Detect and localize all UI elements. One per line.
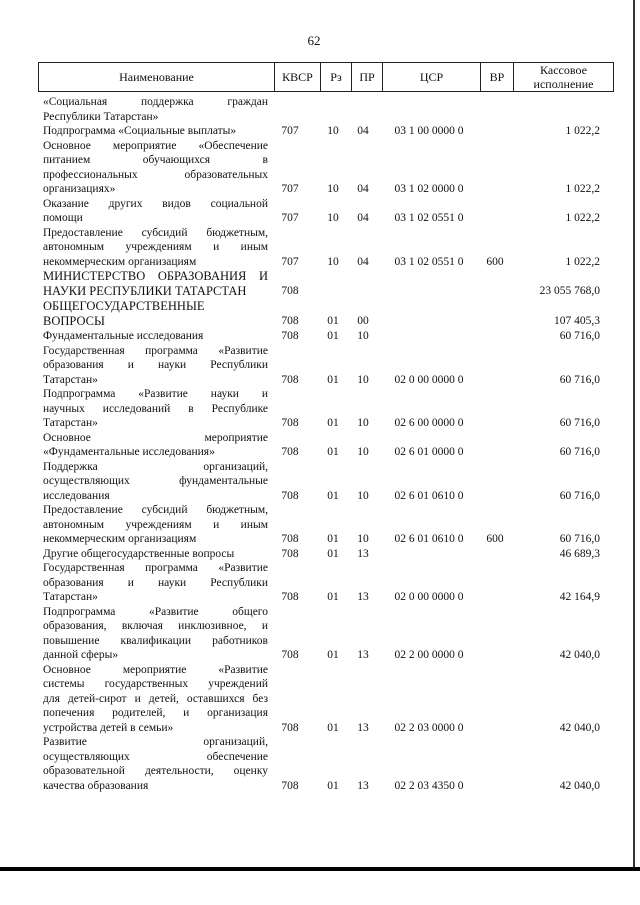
row-name [43, 226, 268, 270]
header-amount: Кассовое исполнение [513, 63, 613, 91]
row-rz: 01 [327, 417, 339, 429]
row-name-line: Татарстан» [43, 373, 98, 386]
row-name-line: Развитие организаций, [43, 736, 268, 748]
row-name-line: данной сферы» [43, 649, 119, 661]
row-kvsr: 708 [281, 779, 299, 792]
row-name [43, 561, 268, 605]
row-name [43, 663, 268, 736]
row-csr: 03 1 02 0551 0 [394, 212, 464, 224]
row-csr: 03 1 02 0000 0 [394, 183, 464, 195]
row-name [43, 735, 268, 793]
row-pr: 10 [357, 446, 369, 458]
row-csr: 02 6 01 0610 0 [394, 489, 464, 502]
row-name [43, 460, 268, 504]
row-rz: 01 [327, 489, 339, 502]
row-name-line: автономным учреждениям и иным [43, 241, 268, 253]
scan-edge-line [633, 0, 635, 870]
row-csr: 02 6 01 0610 0 [394, 533, 464, 545]
row-amount: 42 040,0 [559, 779, 600, 792]
row-name-line: Государственная программа «Развитие [43, 562, 268, 574]
row-amount: 60 716,0 [559, 417, 600, 429]
row-name-line: качества образования [43, 779, 149, 792]
row-name-line: системы государственных учреждений [43, 678, 268, 690]
row-name [43, 95, 268, 124]
row-kvsr: 708 [281, 373, 299, 386]
row-amount: 60 716,0 [559, 533, 600, 545]
row-name-line: попечения родителей, и организация [43, 707, 268, 719]
row-name [43, 197, 268, 226]
row-name-line: ОБЩЕГОСУДАРСТВЕННЫЕ [43, 299, 205, 313]
row-name-line: образовательной деятельности, оценку [43, 765, 268, 777]
row-name-line: некоммерческим организациям [43, 533, 197, 545]
row-amount: 1 022,2 [565, 183, 600, 195]
row-amount: 23 055 768,0 [539, 285, 600, 297]
row-kvsr: 708 [281, 446, 299, 458]
row-pr: 00 [357, 315, 369, 327]
row-name [43, 344, 268, 388]
row-pr: 04 [357, 255, 369, 268]
row-amount: 42 040,0 [559, 721, 600, 734]
row-name [43, 387, 268, 431]
row-rz: 01 [327, 779, 339, 792]
row-kvsr: 708 [281, 417, 299, 429]
row-name-line: Татарстан» [43, 591, 98, 603]
row-pr: 10 [357, 330, 369, 342]
row-name [43, 269, 268, 299]
row-amount: 1 022,2 [565, 212, 600, 224]
row-name-line: устройства детей в семьи» [43, 721, 174, 734]
row-kvsr: 708 [281, 285, 299, 297]
row-name-line: некоммерческим организациям [43, 255, 197, 268]
row-name-line: Подпрограмма «Социальные выплаты» [43, 125, 237, 137]
row-name-line: исследования [43, 489, 110, 502]
row-name-line: Оказание других видов социальной [43, 197, 268, 210]
row-name-line: ВОПРОСЫ [43, 314, 105, 328]
row-name-line: Фундаментальные исследования [43, 330, 204, 342]
row-name-line: повышение квалификации работников [43, 634, 268, 647]
row-name-line: Подпрограмма «Развитие науки и [43, 388, 268, 400]
row-kvsr: 707 [281, 212, 299, 224]
row-csr: 02 2 03 0000 0 [394, 721, 464, 734]
row-pr: 13 [357, 547, 369, 560]
row-name-line: образования и науки Республики [43, 359, 268, 371]
row-name [43, 299, 268, 329]
row-amount: 60 716,0 [559, 373, 600, 386]
header-csr: ЦСР [382, 63, 480, 91]
header-pr: ПР [351, 63, 382, 91]
row-amount: 1 022,2 [565, 255, 600, 268]
row-name-line: Предоставление субсидий бюджетным, [43, 504, 268, 516]
row-amount: 42 040,0 [559, 649, 600, 661]
scan-bottom-bar [0, 867, 640, 871]
row-pr: 10 [357, 373, 369, 386]
header-vr: ВР [480, 63, 513, 91]
row-csr: 02 2 00 0000 0 [394, 649, 464, 661]
row-name-line: НАУКИ РЕСПУБЛИКИ ТАТАРСТАН [43, 284, 247, 298]
row-name-line: «Социальная поддержка граждан [43, 96, 268, 108]
row-pr: 04 [357, 212, 369, 224]
header-rz: Рз [320, 63, 351, 91]
page-number: 62 [307, 33, 321, 48]
row-kvsr: 708 [281, 721, 299, 734]
row-name-line: Основное мероприятие [43, 431, 268, 444]
row-name-line: Предоставление субсидий бюджетным, [43, 226, 268, 239]
row-csr: 02 2 03 4350 0 [394, 779, 464, 792]
row-vr: 600 [486, 533, 504, 545]
row-name [43, 329, 268, 344]
row-csr: 02 0 00 0000 0 [394, 591, 464, 603]
row-pr: 13 [357, 721, 369, 734]
row-rz: 01 [327, 373, 339, 386]
row-pr: 10 [357, 417, 369, 429]
row-pr: 13 [357, 649, 369, 661]
row-name-line: Основное мероприятие «Развитие [43, 663, 268, 676]
row-name [43, 503, 268, 547]
row-name-line: образования и науки Республики [43, 576, 268, 589]
row-kvsr: 707 [281, 125, 299, 137]
row-name-line: Государственная программа «Развитие [43, 344, 268, 357]
row-pr: 10 [357, 533, 369, 545]
row-name [43, 139, 268, 197]
row-vr: 600 [486, 255, 504, 268]
row-name-line: питанием обучающихся в [43, 154, 268, 166]
row-name-line: образования, включая инклюзивное, и [43, 620, 268, 632]
row-rz: 01 [327, 315, 339, 327]
row-name-line: Республики Татарстан» [43, 110, 159, 123]
row-kvsr: 708 [281, 315, 299, 327]
row-name-line: осуществляющих фундаментальные [43, 475, 268, 487]
row-name-line: научных исследований в Республике [43, 402, 268, 415]
header-kvsr: КВСР [274, 63, 320, 91]
row-kvsr: 707 [281, 255, 299, 268]
row-name-line: Поддержка организаций, [43, 460, 268, 473]
row-rz: 01 [327, 591, 339, 603]
row-kvsr: 708 [281, 330, 299, 342]
row-kvsr: 708 [281, 649, 299, 661]
row-rz: 10 [327, 212, 339, 224]
row-csr: 02 6 01 0000 0 [394, 446, 464, 458]
row-name-line: автономным учреждениям и иным [43, 518, 268, 531]
row-kvsr: 707 [281, 183, 299, 195]
row-rz: 01 [327, 721, 339, 734]
row-name-line: для детей-сирот и детей, оставшихся без [43, 692, 268, 705]
row-amount: 60 716,0 [559, 330, 600, 342]
row-csr: 03 1 00 0000 0 [394, 125, 464, 137]
row-csr: 03 1 02 0551 0 [394, 255, 464, 268]
row-name-line: осуществляющих обеспечение [43, 750, 268, 763]
row-pr: 04 [357, 125, 369, 137]
row-name-line: Основное мероприятие «Обеспечение [43, 139, 268, 152]
row-amount: 107 405,3 [554, 315, 600, 327]
row-kvsr: 708 [281, 489, 299, 502]
row-name [43, 431, 268, 460]
row-name-line: Подпрограмма «Развитие общего [43, 605, 268, 618]
row-rz: 10 [327, 255, 339, 268]
row-pr: 13 [357, 591, 369, 603]
row-name [43, 547, 268, 562]
row-name-line: организациях» [43, 183, 116, 195]
row-rz: 01 [327, 547, 339, 560]
row-name-line: «Фундаментальные исследования» [43, 446, 215, 458]
row-rz: 10 [327, 183, 339, 195]
header-name: Наименование [119, 70, 194, 84]
row-rz: 01 [327, 446, 339, 458]
row-name-line: помощи [43, 212, 83, 224]
row-name-line: Татарстан» [43, 417, 98, 429]
row-name-line: Другие общегосударственные вопросы [43, 547, 235, 560]
row-amount: 60 716,0 [559, 489, 600, 502]
row-pr: 04 [357, 183, 369, 195]
row-kvsr: 708 [281, 533, 299, 545]
row-amount: 60 716,0 [559, 446, 600, 458]
row-kvsr: 708 [281, 547, 299, 560]
row-amount: 46 689,3 [559, 547, 600, 560]
row-rz: 10 [327, 125, 339, 137]
row-pr: 10 [357, 489, 369, 502]
row-name-line: МИНИСТЕРСТВО ОБРАЗОВАНИЯ И [43, 269, 268, 283]
row-rz: 01 [327, 533, 339, 545]
row-rz: 01 [327, 330, 339, 342]
row-rz: 01 [327, 649, 339, 661]
row-csr: 02 0 00 0000 0 [394, 373, 464, 386]
row-amount: 42 164,9 [559, 591, 600, 603]
row-pr: 13 [357, 779, 369, 792]
row-kvsr: 708 [281, 591, 299, 603]
row-amount: 1 022,2 [565, 125, 600, 137]
row-name-line: профессиональных образовательных [43, 168, 268, 181]
row-csr: 02 6 00 0000 0 [394, 417, 464, 429]
row-name [43, 605, 268, 663]
row-name [43, 124, 268, 139]
